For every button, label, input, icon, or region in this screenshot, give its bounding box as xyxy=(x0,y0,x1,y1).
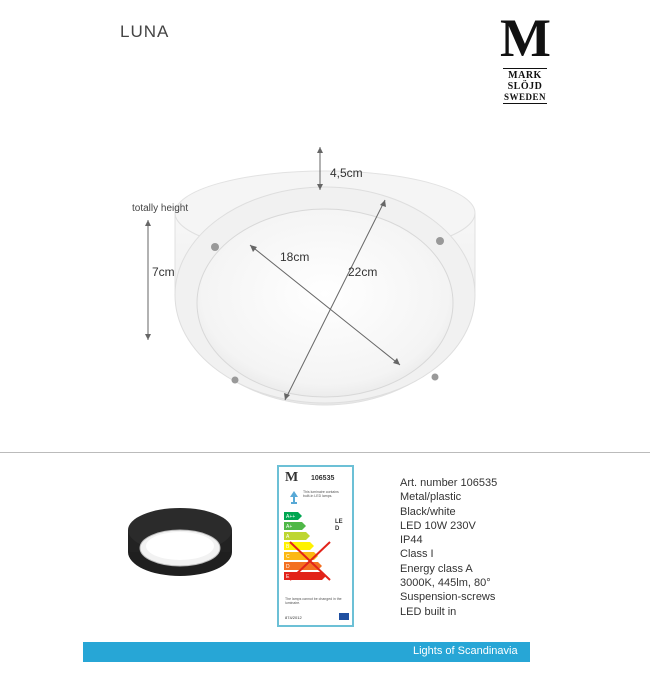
energy-label xyxy=(277,465,354,627)
product-title: LUNA xyxy=(120,22,170,41)
spec-energy-class: Energy class A xyxy=(400,562,473,575)
energy-class-label: D xyxy=(286,564,290,570)
screw-icon xyxy=(436,237,444,245)
energy-class-label: E xyxy=(286,574,290,580)
energy-luminaire-text: This luminaire contains built-in LED lamps. xyxy=(303,490,339,498)
logo-rule xyxy=(503,68,547,69)
product-drawing xyxy=(120,135,520,420)
section-divider xyxy=(0,452,650,453)
inner-diameter-label: 18cm xyxy=(280,250,310,264)
logo-letter: M xyxy=(500,8,551,68)
spec-list xyxy=(400,476,497,619)
energy-class-label: A xyxy=(286,534,290,540)
screw-icon xyxy=(432,374,439,381)
spec-light-output: 3000K, 445lm, 80° xyxy=(400,577,491,590)
screw-icon xyxy=(232,377,239,384)
energy-logo: M xyxy=(285,470,299,485)
logo-word-sweden: SWEDEN xyxy=(503,92,546,102)
brand-logo xyxy=(500,8,551,104)
screw-icon xyxy=(211,243,219,251)
eu-flag-icon xyxy=(339,613,349,620)
spec-led: LED built in xyxy=(400,605,457,618)
depth-label: 4,5cm xyxy=(330,166,363,180)
spec-color: Black/white xyxy=(400,505,456,518)
energy-class-label: A+ xyxy=(286,524,293,530)
spec-ip-rating: IP44 xyxy=(400,534,423,547)
lens-cover xyxy=(197,209,453,397)
energy-regulation: 874/2012 xyxy=(285,615,302,620)
spec-article-number: Art. number 106535 xyxy=(400,477,498,489)
energy-led-text: LED xyxy=(335,519,343,532)
height-caption: totally height xyxy=(132,203,189,214)
spec-mounting: Suspension-screws xyxy=(400,591,496,604)
height-label: 7cm xyxy=(152,265,175,279)
energy-class-label: C xyxy=(286,554,290,560)
energy-class-labels xyxy=(286,512,295,582)
energy-class-label: A++ xyxy=(286,514,296,520)
energy-footer-text: The lamps cannot be changed in the luminaire. xyxy=(285,597,342,605)
footer-tagline: Lights of Scandinavia xyxy=(413,645,518,657)
lamp-icon xyxy=(287,489,301,505)
energy-article: 106535 xyxy=(311,475,335,482)
product-photo-black xyxy=(122,500,240,580)
spec-power: LED 10W 230V xyxy=(400,519,476,532)
outer-diameter-label: 22cm xyxy=(348,265,378,279)
logo-word-mark: MARK xyxy=(508,70,542,81)
footer-bar xyxy=(83,642,530,662)
spec-material: Metal/plastic xyxy=(400,491,462,504)
spec-class: Class I xyxy=(400,548,434,561)
energy-class-label: B xyxy=(286,544,290,550)
logo-word-slojd: SLÖJD xyxy=(507,81,543,92)
logo-rule-bottom xyxy=(503,103,547,104)
